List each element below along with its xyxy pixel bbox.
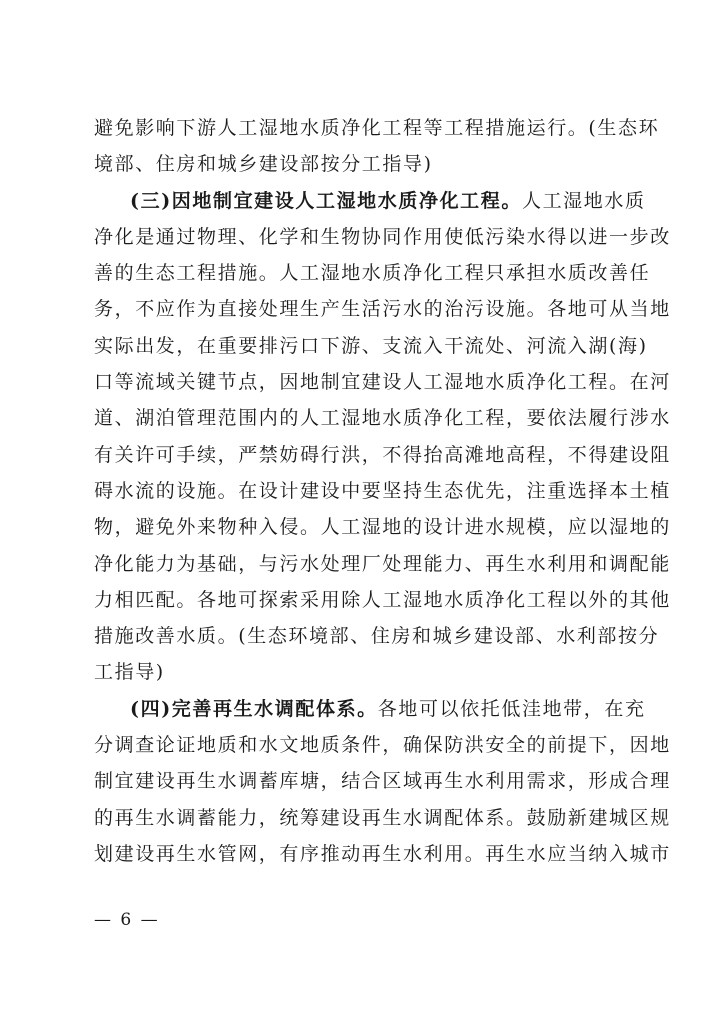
text-line: 净化是通过物理、化学和生物协同作用使低污染水得以进一步改 <box>94 225 671 248</box>
text-line: 分调查论证地质和水文地质条件，确保防洪安全的前提下，因地 <box>94 734 671 757</box>
text-line: 力相匹配。各地可探索采用除人工湿地水质净化工程以外的其他 <box>94 588 671 611</box>
text-line: 碍水流的设施。在设计建设中要坚持生态优先，注重选择本土植 <box>94 479 671 502</box>
text-line: 务，不应作为直接处理生产生活污水的治污设施。各地可从当地 <box>94 298 671 321</box>
section-4-heading: (四)完善再生水调配体系。 <box>130 697 378 720</box>
text-line: 道、湖泊管理范围内的人工湿地水质净化工程，要依法履行涉水 <box>94 407 671 430</box>
text-line: 划建设再生水管网，有序推动再生水利用。再生水应当纳入城市 <box>94 842 671 865</box>
text-line: 避免影响下游人工湿地水质净化工程等工程措施运行。(生态环 <box>94 117 660 139</box>
text-line: 境部、住房和城乡建设部按分工指导) <box>94 153 433 176</box>
text-line: 有关许可手续，严禁妨碍行洪，不得抬高滩地高程，不得建设阻 <box>94 443 671 466</box>
page-number: — 6 — <box>94 910 160 930</box>
text-line: 实际出发，在重要排污口下游、支流入干流处、河流入湖(海) <box>94 334 648 357</box>
section-3-paragraph-start <box>94 183 646 219</box>
text-line: 净化能力为基础，与污水处理厂处理能力、再生水利用和调配能 <box>94 552 671 575</box>
text-line: 口等流域关键节点，因地制宜建设人工湿地水质净化工程。在河 <box>94 371 671 394</box>
text-line: 的再生水调蓄能力，统筹建设再生水调配体系。鼓励新建城区规 <box>94 806 671 829</box>
section-3-text: 人工湿地水质 <box>521 189 646 212</box>
text-line: 善的生态工程措施。人工湿地水质净化工程只承担水质改善任 <box>94 262 651 285</box>
section-3-heading: (三)因地制宜建设人工湿地水质净化工程。 <box>130 189 522 212</box>
section-4-text: 各地可以依托低洼地带，在充 <box>377 697 646 720</box>
text-line: 工指导) <box>94 661 165 684</box>
text-line: 制宜建设再生水调蓄库塘，结合区域再生水利用需求，形成合理 <box>94 770 671 793</box>
body-text <box>94 110 671 872</box>
text-line: 措施改善水质。(生态环境部、住房和城乡建设部、水利部按分 <box>94 625 660 648</box>
text-line: 物，避免外来物种入侵。人工湿地的设计进水规模，应以湿地的 <box>94 516 671 539</box>
section-4-paragraph-start <box>94 691 646 727</box>
